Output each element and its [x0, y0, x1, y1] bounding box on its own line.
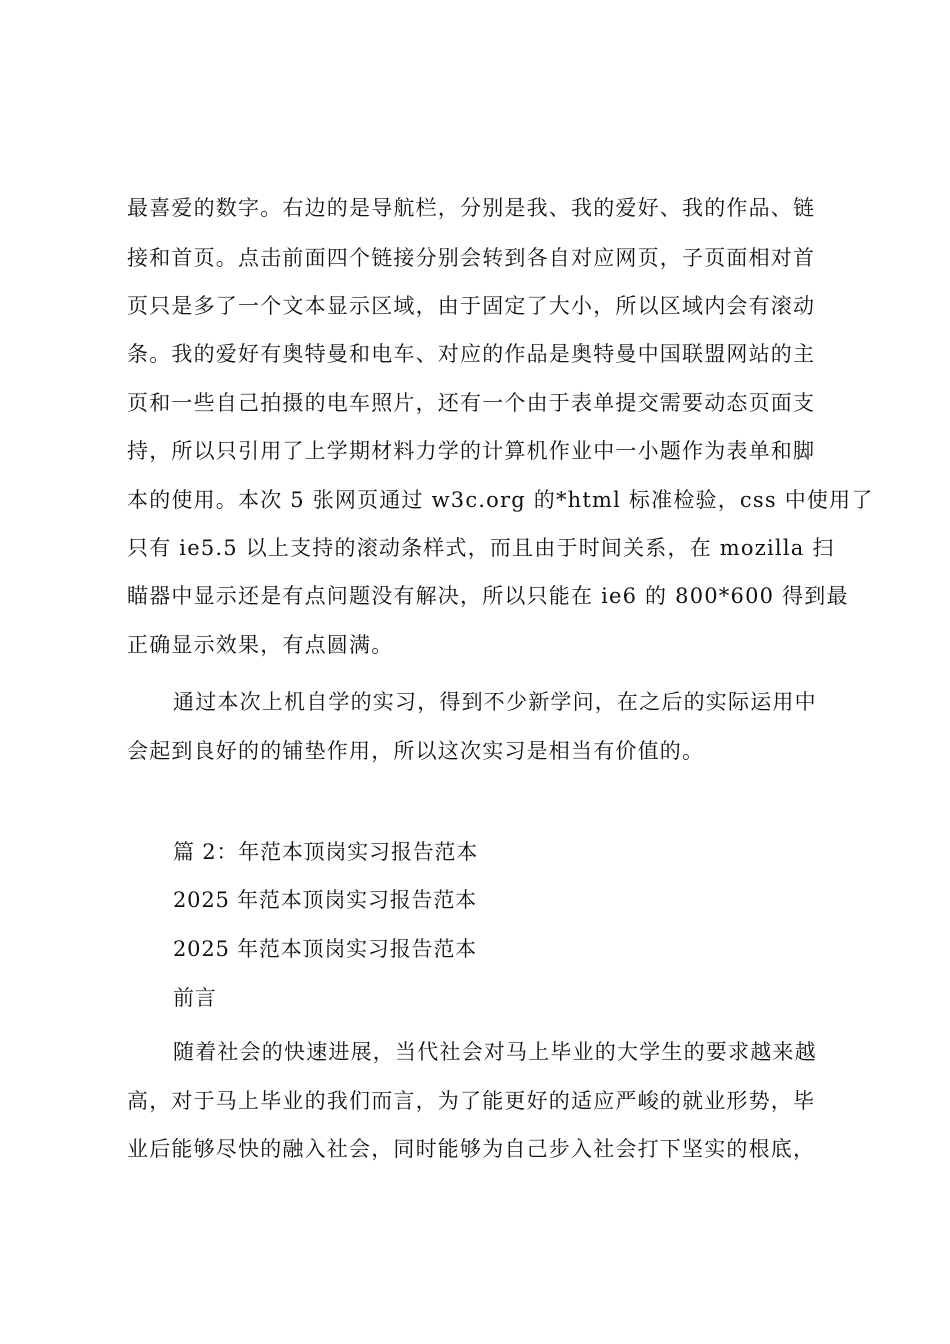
- body-text-line: 接和首页。点击前面四个链接分别会转到各自对应网页，子页面相对首: [127, 246, 816, 270]
- body-text-line: 条。我的爱好有奥特曼和电车、对应的作品是奥特曼中国联盟网站的主: [127, 342, 816, 366]
- preface-heading: 前言: [173, 986, 217, 1010]
- body-text-line: 本的使用。本次 5 张网页通过 w3c.org 的*html 标准检验，css 中使用了: [127, 488, 874, 512]
- body-text-line: 最喜爱的数字。右边的是导航栏，分别是我、我的爱好、我的作品、链: [127, 196, 816, 220]
- body-text-line: 正确显示效果，有点圆满。: [127, 633, 394, 657]
- body-text-line: 只有 ie5.5 以上支持的滚动条样式，而且由于时间关系，在 mozilla 扫: [127, 536, 835, 560]
- body-text-line: 通过本次上机自学的实习，得到不少新学问，在之后的实际运用中: [173, 690, 817, 714]
- body-text-line: 页只是多了一个文本显示区域，由于固定了大小，所以区域内会有滚动: [127, 294, 816, 318]
- body-text-line: 高，对于马上毕业的我们而言，为了能更好的适应严峻的就业形势，毕: [127, 1089, 816, 1113]
- document-title: 2025 年范本顶岗实习报告范本: [173, 888, 477, 912]
- body-text-line: 瞄器中显示还是有点问题没有解决，所以只能在 ie6 的 800*600 得到最: [127, 584, 849, 608]
- body-text-line: 会起到良好的的铺垫作用，所以这次实习是相当有价值的。: [127, 739, 705, 763]
- section-heading: 篇 2：年范本顶岗实习报告范本: [173, 840, 479, 864]
- body-text-line: 页和一些自己拍摄的电车照片，还有一个由于表单提交需要动态页面支: [127, 391, 816, 415]
- document-title: 2025 年范本顶岗实习报告范本: [173, 937, 477, 961]
- body-text-line: 业后能够尽快的融入社会，同时能够为自己步入社会打下坚实的根底，: [127, 1137, 816, 1161]
- body-text-line: 持，所以只引用了上学期材料力学的计算机作业中一小题作为表单和脚: [127, 439, 816, 463]
- body-text-line: 随着社会的快速进展，当代社会对马上毕业的大学生的要求越来越: [173, 1040, 817, 1064]
